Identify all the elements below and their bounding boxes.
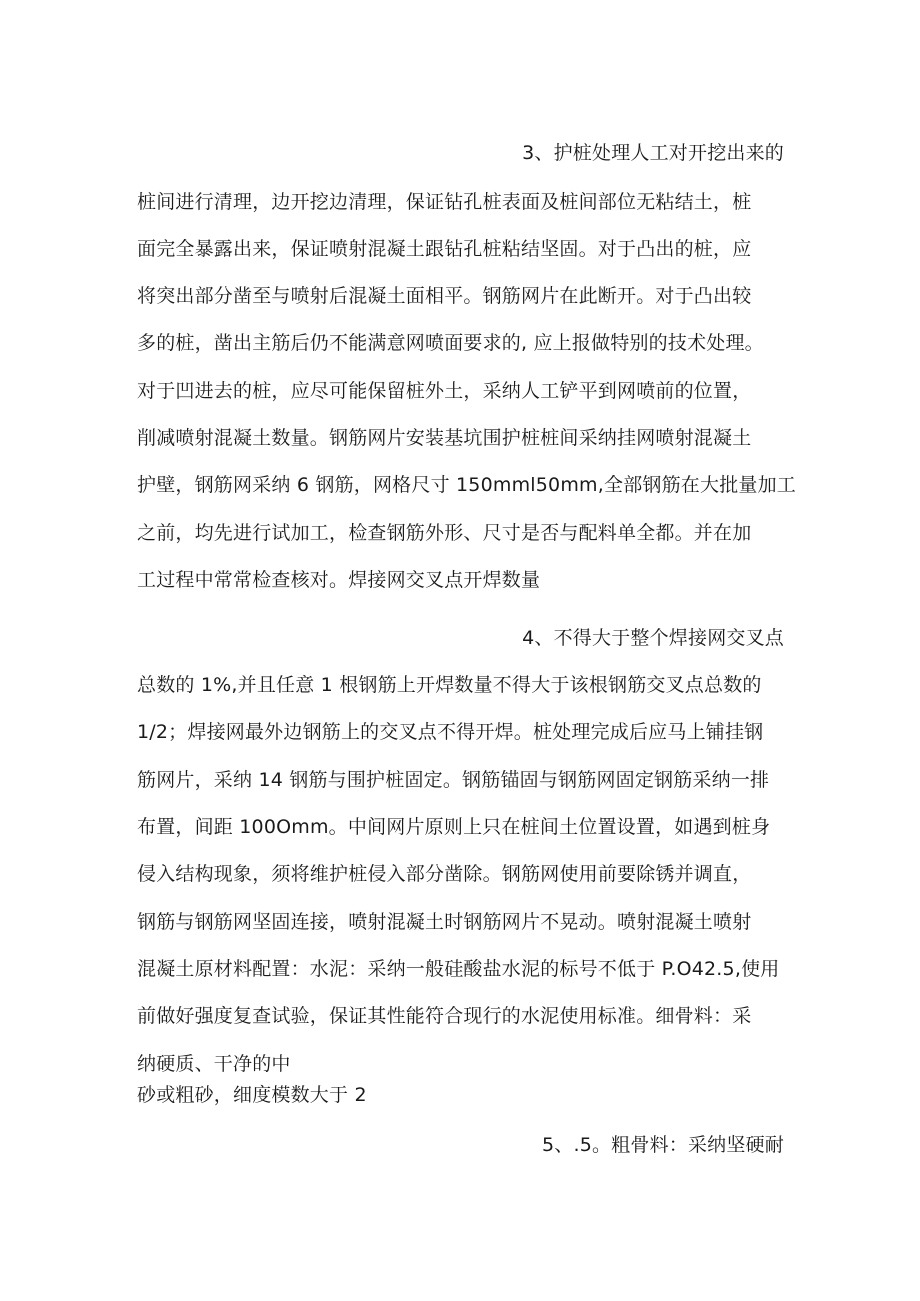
body-line: 总数的 1%,并且任意 1 根钢筋上开焊数量不得大于该根钢筋交叉点总数的 <box>137 674 762 696</box>
body-line: 多的桩，凿出主筋后仍不能满意网喷面要求的, 应上报做特别的技术处理。 <box>137 332 764 354</box>
body-line: 侵入结构现象，须将维护桩侵入部分凿除。钢筋网使用前要除锈并调直， <box>137 863 752 885</box>
body-line: 工过程中常常检查核对。焊接网交叉点开焊数量 <box>137 569 541 591</box>
body-line: 钢筋与钢筋网坚固连接，喷射混凝土时钢筋网片不晃动。喷射混凝土喷射 <box>137 911 752 933</box>
paragraph-4-heading: 4、不得大于整个焊接网交叉点 <box>522 627 784 649</box>
body-line: 筋网片，采纳 14 钢筋与围护桩固定。钢筋锚固与钢筋网固定钢筋采纳一排 <box>137 769 770 791</box>
body-line: 面完全暴露出来，保证喷射混凝土跟钻孔桩粘结坚固。对于凸出的桩，应 <box>137 238 752 260</box>
body-line: 混凝土原材料配置：水泥：采纳一般硅酸盐水泥的标号不低于 P.O42.5,使用 <box>137 958 780 980</box>
body-line: 1/2；焊接网最外边钢筋上的交叉点不得开焊。桩处理完成后应马上铺挂钢 <box>137 721 764 743</box>
body-line: 护壁，钢筋网采纳 6 钢筋，网格尺寸 150mml50mm,全部钢筋在大批量加工 <box>137 474 797 496</box>
body-line: 对于凹进去的桩，应尽可能保留桩外土，采纳人工铲平到网喷前的位置， <box>137 380 752 402</box>
body-line: 桩间进行清理，边开挖边清理，保证钻孔桩表面及桩间部位无粘结土，桩 <box>137 191 752 213</box>
paragraph-5-heading: 5、.5。粗骨料：采纳坚硬耐 <box>541 1134 784 1156</box>
body-line: 纳硬质、干净的中 <box>137 1053 291 1075</box>
body-line: 砂或粗砂，细度模数大于 2 <box>137 1084 367 1106</box>
body-line: 前做好强度复查试验，保证其性能符合现行的水泥使用标准。细骨料：采 <box>137 1005 752 1027</box>
paragraph-3-heading: 3、护桩处理人工对开挖出来的 <box>522 142 784 164</box>
body-line: 将突出部分凿至与喷射后混凝土面相平。钢筋网片在此断开。对于凸出较 <box>137 285 752 307</box>
body-line: 布置，间距 100Omm。中间网片原则上只在桩间土位置设置，如遇到桩身 <box>137 816 771 838</box>
body-line: 之前，均先进行试加工，检查钢筋外形、尺寸是否与配料单全都。并在加 <box>137 522 752 544</box>
body-line: 削减喷射混凝土数量。钢筋网片安装基坑围护桩桩间采纳挂网喷射混凝土 <box>137 427 752 449</box>
